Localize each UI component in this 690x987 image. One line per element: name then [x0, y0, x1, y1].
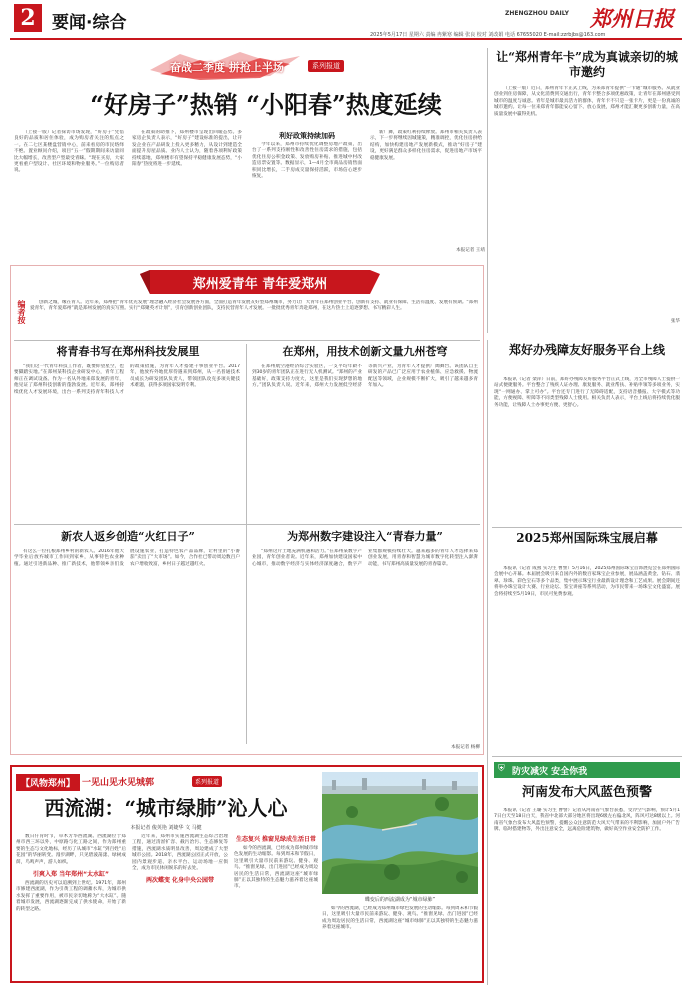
photo-caption: 蝶变后的西流湖成为“城市绿肺”	[364, 897, 436, 903]
divider	[492, 756, 682, 757]
story2-col4-continued: 如今的西流湖，已经成为郑州城市绿色发展的生动缩影。每到周末和节假日，这里吸引大量市民前来游玩、健身、观鸟。“推窗见绿、出门进园”已经成为周边居民的生活日常，西流湖这座“城市绿肺”正以其独特的生态魅力滋养着这座城市。	[322, 906, 478, 931]
story2-column2	[132, 834, 228, 979]
masthead	[0, 0, 690, 42]
story2-col1-text: 数日仔育时节，草木芳华西流湖。西流湖位于郑州市西三环以外，中原路与化工路之间，作为郑州重要的生态与文化地标，经历了从城市“水缸”到百姓“后花园”的华丽转变。漫步湖畔，只见碧波荡漾、绿树成荫，鸟鸣声声，游人如织。	[16, 834, 126, 865]
youth-article2-title: 在郑州，用技术创新文量九州苍穹	[282, 345, 448, 358]
sidebar1-body	[494, 86, 680, 326]
masthead-rule	[10, 38, 682, 40]
youth-article1-body	[14, 364, 240, 519]
divider	[492, 527, 682, 528]
sidebar1-text: （上接一版）近日，郑州青年卡正式上线，为来郑青年提供“一卡通”城市服务。从就业创业到住房保障，从文化消费到交通出行，青年卡整合多项优惠政策，让青年在郑州感受到城市的温度与诚意。青年是城市最具活力的群体，青年卡不只是一张卡片，更是一份真诚的城市邀约。让每一位来郑青年都能安心留下、放心发展，郑州才能汇聚更多创新力量，在高质量发展中赢得先机。	[494, 86, 680, 117]
sidebar4-label	[494, 762, 680, 778]
page-number: 2	[14, 4, 42, 32]
sidebar4-text: 本报讯（记者 王璐 实习生 曹譬）记者从河南省气象台获悉，受冷空气影响，预计5月17日白天至18日白天，我省中北部大部分地区将出现6级左右偏北风，阵风可达8级以上。河南省气象台发布大风蓝色预警，提醒公众注意防范大风天气带来的不利影响，加固户外广告牌、临时搭建物等，外出注意安全，远离危险建筑物，做好高空作业安全防护工作。	[494, 808, 680, 833]
editor-note-label: 编者按	[17, 300, 26, 324]
column-rule	[487, 48, 488, 333]
sidebar2-headline: 郑好办残障友好服务平台上线	[508, 343, 665, 357]
youth-article1-text: “我们这一代青年科技工作者，既要仰望星空，也要脚踏实地。”在郑州某科技企业研发中心，青年工程师正在调试设备。作为一名从外地来郑发展的青年，他见证了郑州科技创新的蓬勃发展。近年来，郑州持续优化人才发展环境，出台一系列支持青年科技人才的政策措施，为青年人才搭建干事创业平台。2017年，他放弃外地优厚待遇来到郑州，从一名普通技术员成长为研发团队负责人，带领团队攻克多项关键技术难题，获得多项国家发明专利。	[14, 364, 240, 395]
divider	[14, 340, 480, 341]
youth-intro	[30, 300, 478, 334]
sidebar2-body	[494, 377, 680, 522]
sidebar4-headline: 河南发布大风蓝色预警	[521, 785, 652, 800]
story2-column3	[234, 834, 318, 979]
sidebar3-headline: 2025郑州国际珠宝展启幕	[516, 531, 658, 545]
banner-tag: 系列报道	[308, 60, 344, 72]
youth-article4-body	[252, 549, 478, 739]
story1-col1	[14, 130, 124, 255]
youth-intro-text: 创新之城，缘在青人。近年来，郑州把“青年优先发展”理念融入经济社会发展各方面，全面打造青年发展友好型郑州城市，努力让广大青年在郑州创业平台、创新有支持、就业有保障、生活有温度、发展有预期。“郑州爱青年，青年爱郑州”就是郑州发展的真实写照。实行“郑聚英才计划”，引育创新创业团队，支持民营青年人才发展。一批批优秀青年奔赴郑州，在这片热土上追逐梦想、书写精彩人生。	[30, 300, 478, 312]
story2-column4	[322, 906, 478, 978]
section-title: 要闻·综合	[52, 13, 127, 33]
sidebar4-label-text: 防灾减灾 安全你我	[512, 767, 588, 777]
story2-series-banner	[16, 772, 316, 792]
story1-col2-text: 在政策的助推下，郑州楼市呈现出回暖态势。多家房企负责人表示，“好房子”建设标准的提出，让开发企业在产品研发上投入更多精力，从设计到建造全面提升房屋品质。业内人士认为，随着各项利好政策持续落地，郑州楼市有望保持平稳健康发展态势，“小阳春”热度将进一步延续。	[132, 130, 242, 168]
story2-sub1: 引爽入郑 当年郑州“太水缸”	[33, 871, 109, 879]
youth-box-byline: 本报记者 杨柳	[450, 745, 480, 750]
story1-subheadline: 利好政策持续加码	[279, 132, 335, 140]
story2-column1	[16, 834, 126, 979]
story1-col1-text: （上接一版）记者探访市场发现，“好房子”凭借良好的品质和居住体验，成为购房者关注的焦点之一。在二七区某楼盘营销中心，前来看房的市民络绎不绝。置业顾问介绍，项目“五一”假期期间来访量同比大幅增长，改善型户型最受青睐。“现在买房，大家更看重户型设计、社区环境和物业服务。”一位购房者说。	[14, 130, 124, 174]
story2-sub3: 生态复兴 推窗见绿成生活日常	[235, 836, 317, 843]
banner	[140, 50, 390, 82]
story2-col3-text: 近年来，郑州市实施西流湖生态综合治理工程，通过清淤扩容、截污治污、生态修复等措施，西流湖水质明显改善，周边建成了大型城市公园。2018年，西流湖公园正式开放，公园内景观步道、亲水平台、运动场地一应俱全，成为市民休闲娱乐的好去处。	[132, 834, 228, 872]
youth-article3-title: 新农人返乡创造“火红日子”	[61, 530, 195, 543]
shield-icon: ⛨	[498, 764, 505, 774]
youth-box-header	[140, 270, 380, 294]
youth-article1-title: 将青春书写在郑州科技发展里	[56, 345, 200, 358]
paper-en-name: ZHENGZHOU DAILY	[505, 10, 569, 17]
story1-col3	[252, 142, 362, 255]
story2-headline: 西流湖：“城市绿肺”沁人心	[44, 796, 288, 820]
sidebar3-body	[494, 566, 680, 751]
youth-box-title: 郑州爱青年 青年爱郑州	[192, 277, 328, 292]
series-title: 一见山见水见城郭	[82, 778, 155, 788]
banner-title: 奋战二季度 拼抢上半场	[170, 61, 284, 74]
youth-article2-text: 在郑州航空港经济综合实验区，一支平均年龄不到30岁的青年团队正在进行无人机测试。“郑州的产业基础好，政策支持力度大，这里是我们实现梦想的地方。”团队负责人说。近年来，郑州大力发展低空经济等新兴产业，为青年人才提供广阔舞台。该团队自主研发的产品已广泛应用于农业植保、应急救援、物流配送等领域，企业规模不断扩大，吸引了越来越多青年加入。	[252, 364, 478, 389]
lake-aerial-image	[322, 772, 478, 894]
series-tag: 系列报道	[192, 776, 222, 787]
story1-col3-text: 今年以来，郑州市持续优化调整房地产政策，出台了一系列支持刚性和改善性住房需求的措施，包括优化住房公积金政策、发放购房补贴、推进城中村改造房票安置等。数据显示，1—4月全市商品房销售面积同比增长，二手房成交量保持活跃，市场信心逐步恢复。	[252, 142, 362, 180]
paper-logo: 郑州日报	[590, 6, 674, 31]
story2-col4-text: 如今的西流湖，已经成为郑州城市绿色发展的生动缩影。每到周末和节假日，这里吸引大量市民前来游玩、健身、观鸟。“推窗见绿、出门进园”已经成为周边居民的生活日常，西流湖这座“城市绿肺”正以其独特的生态魅力滋养着这座城市。	[234, 846, 318, 890]
sidebar3-text: 本报讯（记者 成燕 实习生 曹譬）5月16日，2025郑州国际珠宝首饰展览会在郑州国际会展中心开幕。本届展会吸引来自国内外的数百家珠宝企业参展，展品涵盖黄金、钻石、翡翠、珍珠、彩色宝石等多个品类，集中展示珠宝行业最新设计理念和工艺成果。展会期间还将举办珠宝设计大赛、行业论坛、鉴宝讲座等系列活动，为市民带来一场珠宝文化盛宴。展会将持续至5月19日，市民可免费参观。	[494, 566, 680, 597]
youth-article2-body	[252, 364, 478, 519]
series-label: 【风物郑州】	[16, 774, 80, 791]
date-line: 2025年5月17日 星期六 责编 冉紫寒 编辑 张良 校对 刘改娟 电话 67655020 E-mail:zzrbjbs@163.com	[370, 32, 606, 38]
divider	[14, 524, 480, 525]
story2-col2-text: 西流湖的历史可以追溯到上世纪。1971年，郑州市修建西流湖，作为引黄工程的调蓄水库，为城市供水发挥了重要作用，被市民亲切地称为“大水缸”。随着城市发展，西流湖逐渐完成了供水使命，开始了新的转型之路。	[16, 881, 126, 912]
story1-headline: “好房子”热销 “小阳春”热度延续	[90, 90, 442, 119]
sidebar2-text: 本报讯（记者 栾萍）日前，郑好办残障友好服务平台正式上线，为全市残障人士提供一站式便捷服务。平台整合了残疾人证办理、康复服务、就业帮扶、补贴申领等多项业务，实现“一网通办、掌上可办”。平台还专门进行了无障碍适配，支持语音播报、大字模式等功能，方便视障、听障等不同类型残障人士使用。相关负责人表示，平台上线后将持续优化服务功能，让残障人士办事更方便、更舒心。	[494, 377, 680, 408]
column-rule	[487, 340, 488, 985]
story1-byline: 本报记者 王靖	[455, 248, 485, 253]
sidebar4-body	[494, 808, 680, 980]
story1-col2	[132, 130, 242, 255]
sidebar1-byline: 张华	[670, 319, 680, 324]
story2-sub2: 两次蝶变 化身中央公园带	[145, 877, 215, 885]
story2-byline: 本报记者 俊英艳 刘婕华 文 马健	[130, 825, 202, 831]
youth-article3-text: 有这么一位扎根郑州乡村的新农人。2016年他大学毕业后放弃城市工作回到家乡，从事特色农业种植。通过引进新品种、推广新技术，他带领乡亲们发展设施农业，打造特色农产品品牌，让村里的“小番茄”卖出了“大市场”。如今，合作社已带动周边数百户农户增收致富，乡村日子越过越红火。	[14, 549, 240, 567]
youth-article3-body	[14, 549, 240, 739]
xiliu-lake-photo	[322, 772, 478, 894]
youth-article4-title: 为郑州数字建设注入“青春力量”	[287, 530, 443, 543]
sidebar1-headline: 让“郑州青年卡”成为真诚亲切的城市邀约	[496, 50, 678, 79]
column-rule	[246, 344, 247, 744]
youth-article4-text: “郑州这片土地充满机遇和活力。”在郑州某数字产业园，青年创业者说。近年来，郑州加快建设国家中心城市，推动数字经济与实体经济深度融合，数字产业集群规模持续壮大。越来越多的青年人才选择来郑创业发展，用青春和智慧为城市数字化转型注入澎湃动能，书写郑州高质量发展的青春篇章。	[252, 549, 478, 567]
story1-col4-text: 新厂舞，政策红利持续释放。郑州市相关负责人表示，下一步将继续因城施策，精准调控，优化住房供给结构，加快构建房地产发展新模式，推动“好房子”建设，更好满足群众多样化住房需求，促进房地产市场平稳健康发展。	[370, 130, 482, 161]
story1-col4	[370, 130, 482, 245]
